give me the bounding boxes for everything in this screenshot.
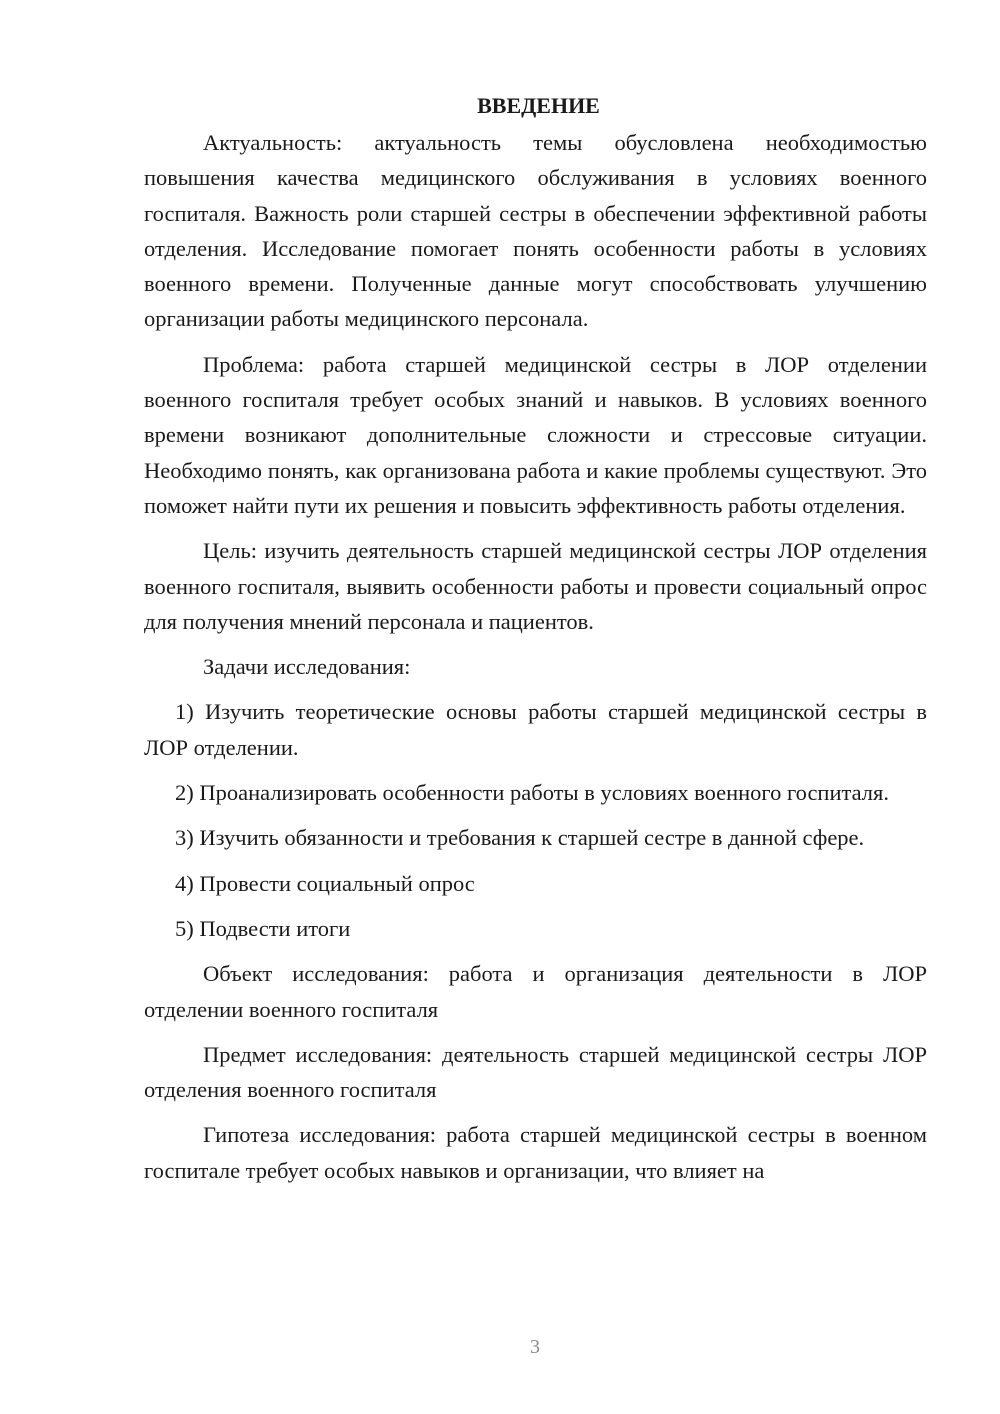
paragraph-hypothesis: Гипотеза исследования: работа старшей медицинской сестры в военном госпитале требует особых навыков и организации, что влияет на xyxy=(144,1122,927,1183)
task-item-3: 3) Изучить обязанности и требования к старшей сестре в данной сфере. xyxy=(175,825,865,851)
page-title: ВВЕДЕНИЕ xyxy=(477,93,600,118)
task-item-2: 2) Проанализировать особенности работы в условиях военного госпиталя. xyxy=(175,780,890,806)
page-number: 3 xyxy=(530,1336,540,1358)
task-item-4: 4) Провести социальный опрос xyxy=(175,870,475,896)
tasks-heading: Задачи исследования: xyxy=(203,654,411,680)
document-body xyxy=(144,88,927,1198)
paragraph-problem: Проблема: работа старшей медицинской сестры в ЛОР отделении военного госпиталя требует особых знаний и навыков. В условиях военного времени возникают дополнительные сложности и стрессовые ситуации. Необходимо понять, как организована работа и какие проблемы существуют. Это поможет найти пути их решения и повысить эффективность работы отделения. xyxy=(144,351,927,518)
paragraph-object: Объект исследования: работа и организация деятельности в ЛОР отделении военного госпиталя xyxy=(144,961,927,1022)
task-item-1: 1) Изучить теоретические основы работы старшей медицинской сестры в ЛОР отделении. xyxy=(144,699,927,760)
task-item-5: 5) Подвести итоги xyxy=(175,915,351,941)
paragraph-subject: Предмет исследования: деятельность старшей медицинской сестры ЛОР отделения военного госпиталя xyxy=(144,1041,927,1103)
paragraph-relevance: Актуальность: актуальность темы обусловлена необходимостью повышения качества медицинского обслуживания в условиях военного госпиталя. Важность роли старшей сестры в обеспечении эффективной работы отделения. Исследование помогает понять особенности работы в условиях военного времени. Полученные данные могут способствовать улучшению организации работы медицинского персонала. xyxy=(144,130,927,332)
paragraph-goal: Цель: изучить деятельность старшей медицинской сестры ЛОР отделения военного госпиталя, выявить особенности работы и провести социальный опрос для получения мнений персонала и пациентов. xyxy=(144,538,927,634)
